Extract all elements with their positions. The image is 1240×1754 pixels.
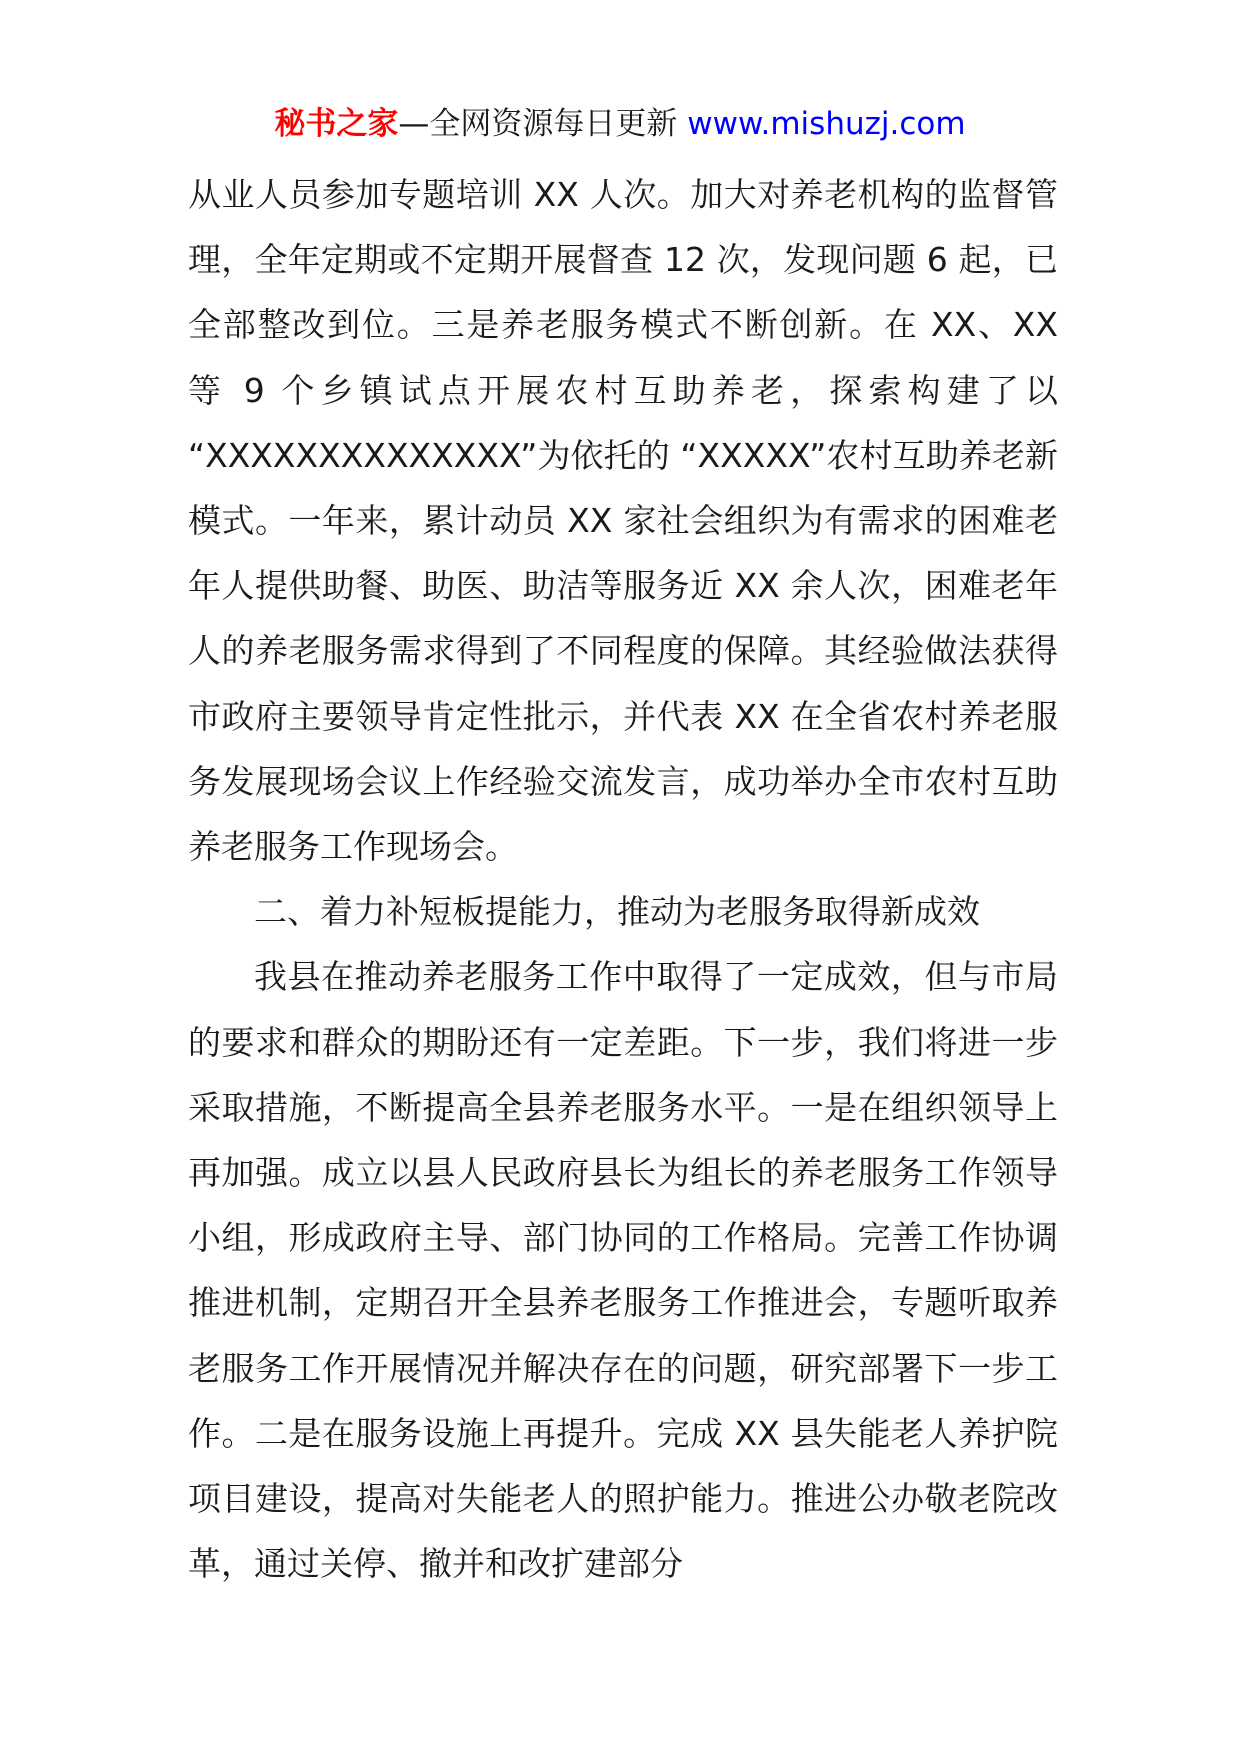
document-body <box>188 162 1058 1596</box>
paragraph-continuation: 从业人员参加专题培训 XX 人次。加大对养老机构的监督管理，全年定期或不定期开展督查 12 次，发现问题 6 起，已全部整改到位。三是养老服务模式不断创新。在 XX、XX 等 9 个乡镇试点开展农村互助养老，探索构建了以 “XXXXXXXXXXXXXX”为依托的 “XXXXX”农村互助养老新模式。一年来，累计动员 XX 家社会组织为有需求的困难老年人提供助餐、助医、助洁等服务近 XX 余人次，困难老年人的养老服务需求得到了不同程度的保障。其经验做法获得市政府主要领导肯定性批示，并代表 XX 在全省农村养老服务发展现场会议上作经验交流发言，成功举办全市农村互助养老服务工作现场会。 <box>188 175 1058 867</box>
site-header <box>0 104 1240 144</box>
paragraph-body: 我县在推动养老服务工作中取得了一定成效，但与市局的要求和群众的期盼还有一定差距。下一步，我们将进一步采取措施，不断提高全县养老服务水平。一是在组织领导上再加强。成立以县人民政府县长为组长的养老服务工作领导小组，形成政府主导、部门协同的工作格局。完善工作协调推进机制，定期召开全县养老服务工作推进会，专题听取养老服务工作开展情况并解决存在的问题，研究部署下一步工作。二是在服务设施上再提升。完成 XX 县失能老人养护院项目建设，提高对失能老人的照护能力。推进公办敬老院改革，通过关停、撤并和改扩建部分 <box>188 957 1058 1584</box>
header-slogan: —全网资源每日更新 <box>398 106 688 142</box>
brand-name: 秘书之家 <box>274 106 399 142</box>
section-heading: 二、着力补短板提能力，推动为老服务取得新成效 <box>254 892 980 932</box>
site-url-link[interactable]: www.mishuzj.com <box>687 106 966 142</box>
